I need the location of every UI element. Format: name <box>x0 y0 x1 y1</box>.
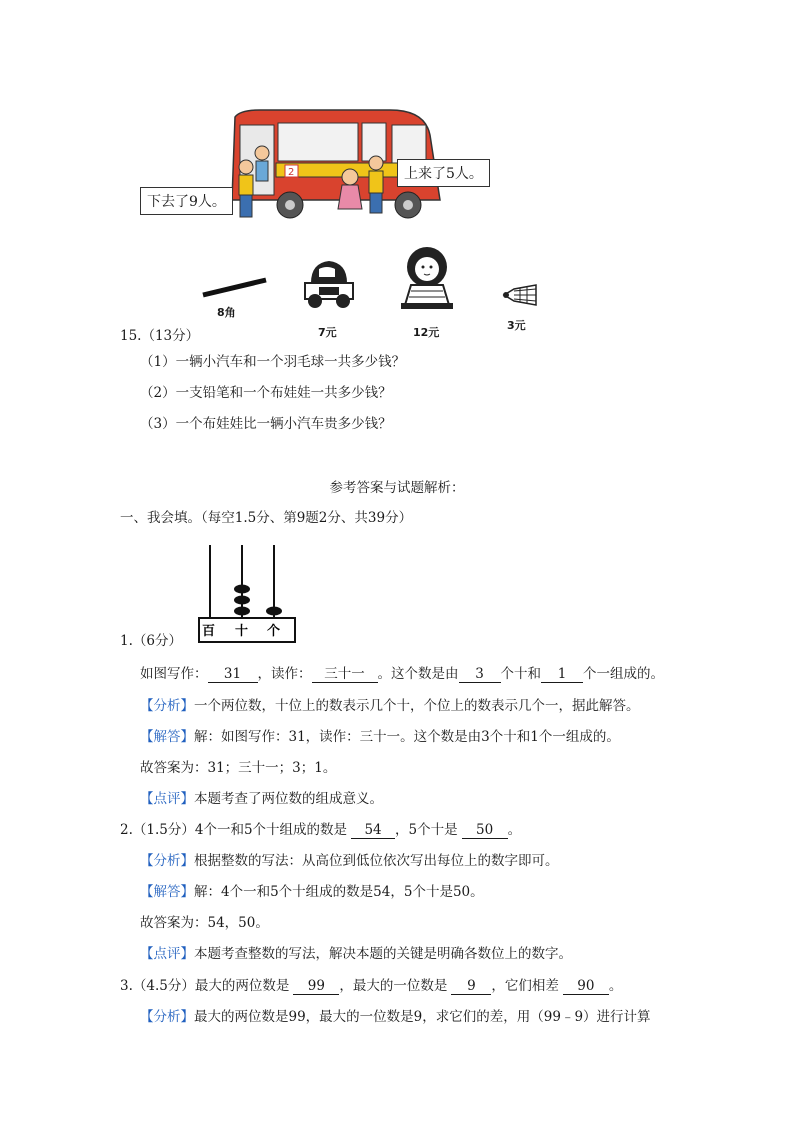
toy-car-icon <box>299 253 359 318</box>
q1-blank-2: 三十一 <box>312 666 378 683</box>
q2-comment-tag: 【点评】 <box>140 946 194 962</box>
q1-final-answer: 故答案为：31；三十一；3；1。 <box>140 760 337 776</box>
q1-text-f: 个一组成的。 <box>583 666 664 682</box>
q1-comment-text: 本题考查了两位数的组成意义。 <box>194 791 383 807</box>
q15-sub-3: （3）一个布娃娃比一辆小汽车贵多少钱？ <box>140 416 392 432</box>
q2-solution-tag: 【解答】 <box>140 884 194 900</box>
q3-blank-1: 99 <box>293 978 339 995</box>
q2-text-c: ，5个十是 <box>395 822 458 838</box>
q1-text-a: 如图写作： <box>140 666 208 682</box>
q2-analysis-text: 根据整数的写法：从高位到低位依次写出每位上的数字即可。 <box>194 853 559 869</box>
q1-blank-4: 1 <box>541 666 583 683</box>
abacus-label-hundreds: 百 <box>202 624 216 639</box>
q2-comment-text: 本题考查整数的写法，解决本题的关键是明确各数位上的数字。 <box>194 946 572 962</box>
q2-blank-2: 50 <box>462 822 508 839</box>
abacus-label-ones: 个 <box>267 624 281 639</box>
price-toy-car: 7元 <box>318 326 337 339</box>
q1-blank-1: 31 <box>208 666 258 683</box>
q3-text-c: ，最大的一位数是 <box>339 978 448 994</box>
q1-solution-text: 解：如图写作：31，读作：三十一。这个数是由3个十和1个一组成的。 <box>194 729 620 745</box>
q2-line-1 <box>120 820 521 840</box>
q1-line-1 <box>140 664 664 684</box>
q3-blank-3: 90 <box>563 978 609 995</box>
q1-text-e: 个十和 <box>500 666 541 682</box>
q1-text-c: ，读作： <box>257 666 312 682</box>
q3-blank-2: 9 <box>451 978 491 995</box>
q2-analysis <box>140 851 559 871</box>
q1-analysis-tag: 【分析】 <box>140 698 194 714</box>
q1-blank-3: 3 <box>459 666 501 683</box>
abacus-figure <box>198 543 298 645</box>
shuttlecock-icon <box>500 283 540 307</box>
q2-solution <box>140 882 484 902</box>
bus-number: 2 <box>288 167 295 178</box>
callout-left: 下去了9人。 <box>140 187 233 215</box>
q1-solution <box>140 727 620 747</box>
price-doll: 12元 <box>413 326 440 339</box>
abacus-label-tens: 十 <box>235 624 249 639</box>
q15-sub-1: （1）一辆小汽车和一个羽毛球一共多少钱？ <box>140 354 406 370</box>
pencil-icon <box>200 275 270 300</box>
q1-analysis <box>140 696 640 716</box>
q2-blank-1: 54 <box>351 822 395 839</box>
q3-analysis-tag: 【分析】 <box>140 1009 194 1025</box>
q15-sub-2: （2）一支铅笔和一个布娃娃一共多少钱？ <box>140 385 392 401</box>
bus-illustration <box>140 105 500 230</box>
q2-text-d: 。 <box>507 822 522 838</box>
q2-solution-text: 解：4个一和5个十组成的数是54，5个十是50。 <box>194 884 484 900</box>
q2-final-answer: 故答案为：54，50。 <box>140 915 269 931</box>
q2-analysis-tag: 【分析】 <box>140 853 194 869</box>
q3-analysis <box>140 1007 651 1027</box>
q3-text-d: ，它们相差 <box>491 978 559 994</box>
price-pencil: 8角 <box>217 306 236 319</box>
price-shuttlecock: 3元 <box>507 319 526 332</box>
q15-header: 15.（13分） <box>120 328 200 344</box>
q1-analysis-text: 一个两位数，十位上的数表示几个十，个位上的数表示几个一，据此解答。 <box>194 698 640 714</box>
q1-comment-tag: 【点评】 <box>140 791 194 807</box>
q3-line-1 <box>120 976 622 996</box>
q3-text-a: 3.（4.5分）最大的两位数是 <box>120 978 290 994</box>
q2-comment <box>140 944 572 964</box>
section-1-heading: 一、我会填。（每空1.5分、第9题2分、共39分） <box>120 510 413 526</box>
q1-solution-tag: 【解答】 <box>140 729 194 745</box>
q3-text-e: 。 <box>608 978 623 994</box>
callout-right: 上来了5人。 <box>397 159 490 187</box>
answers-title: 参考答案与试题解析： <box>329 480 465 496</box>
q3-analysis-text: 最大的两位数是99，最大的一位数是9，求它们的差，用（99﹣9）进行计算 <box>194 1009 651 1025</box>
doll-icon <box>397 245 457 315</box>
q1-comment <box>140 789 383 809</box>
q2-text-a: 2.（1.5分）4个一和5个十组成的数是 <box>120 822 348 838</box>
q1-header: 1.（6分） <box>120 633 182 649</box>
items-illustration <box>195 245 540 340</box>
q1-text-d: 。这个数是由 <box>377 666 459 682</box>
